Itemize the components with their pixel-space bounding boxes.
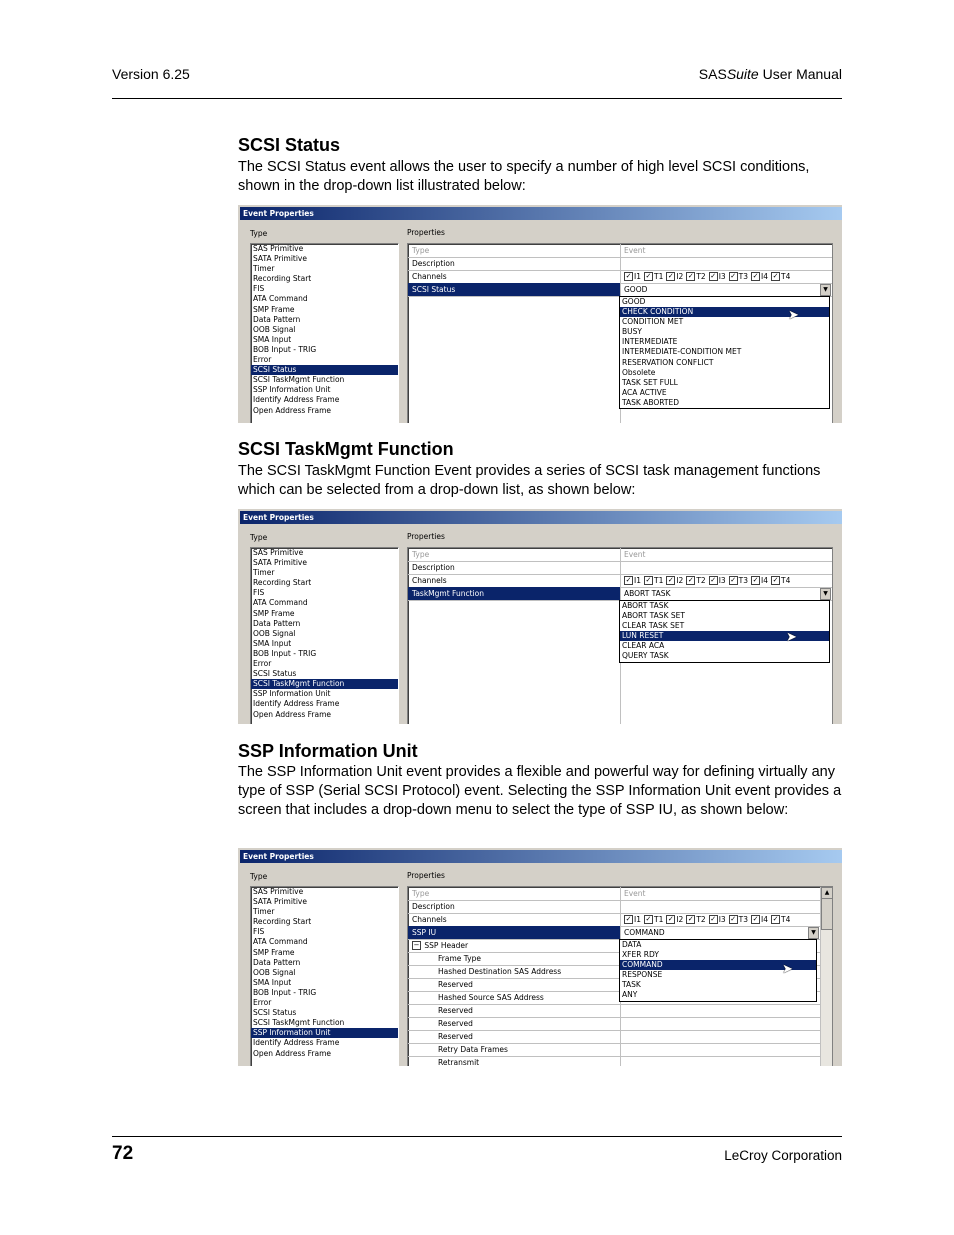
col-event: Event <box>620 244 832 257</box>
channel-checkbox[interactable] <box>686 272 705 281</box>
type-list[interactable] <box>250 243 399 423</box>
channel-checkbox[interactable] <box>644 576 663 585</box>
type-list-item[interactable]: ATA Command <box>253 598 308 608</box>
type-list-item[interactable]: FIS <box>253 284 265 294</box>
channel-checkbox[interactable] <box>686 915 705 924</box>
properties-label: Properties <box>407 228 445 237</box>
channel-checkbox[interactable] <box>729 272 748 281</box>
section-title-ssp-iu: SSP Information Unit <box>238 741 418 761</box>
type-list-item[interactable]: SCSI Status <box>251 365 398 375</box>
type-list-item[interactable]: SSP Information Unit <box>253 385 331 395</box>
channels-checkboxes[interactable] <box>620 913 832 926</box>
type-list-item[interactable]: SCSI TaskMgmt Function <box>253 1018 345 1028</box>
type-list-item[interactable]: Identify Address Frame <box>253 1038 340 1048</box>
tree-row-label: Retransmit <box>438 1058 480 1066</box>
channel-checkbox[interactable] <box>771 915 790 924</box>
manual-italic: Suite <box>726 66 759 82</box>
channel-label: T3 <box>738 576 749 585</box>
checkmark-icon: ✓ <box>730 914 737 923</box>
type-list-item[interactable]: SMP Frame <box>253 947 295 957</box>
type-list-item[interactable]: SCSI TaskMgmt Function <box>251 679 398 689</box>
row-channels-label: Channels <box>412 576 447 585</box>
dropdown-value: ABORT TASK <box>624 589 671 598</box>
checkmark-icon: ✓ <box>645 271 652 280</box>
type-list-item[interactable]: Timer <box>253 264 275 274</box>
checkmark-icon: ✓ <box>772 914 779 923</box>
prop-key: TaskMgmt Function <box>408 587 620 600</box>
mouse-pointer-icon: ➤ <box>788 308 799 323</box>
row-description[interactable] <box>408 900 832 914</box>
type-list-item[interactable]: Error <box>253 998 272 1008</box>
checkmark-icon: ✓ <box>772 575 779 584</box>
channel-checkbox[interactable] <box>624 915 641 924</box>
row-channels-label: Channels <box>412 272 447 281</box>
type-list-item[interactable]: SMA Input <box>253 638 292 648</box>
channel-label: T3 <box>738 915 749 924</box>
channel-checkbox[interactable] <box>644 915 663 924</box>
type-list-item[interactable]: BOB Input - TRIG <box>253 987 317 997</box>
event-dropdown[interactable] <box>620 587 832 600</box>
type-label: Type <box>250 533 268 542</box>
properties-label: Properties <box>407 871 445 880</box>
dropdown-option[interactable]: Obsolete <box>622 367 656 377</box>
row-selected-event[interactable] <box>408 283 832 297</box>
type-list-item[interactable]: Recording Start <box>253 578 312 588</box>
type-list-item[interactable]: ATA Command <box>253 937 308 947</box>
channel-label: I4 <box>761 272 769 281</box>
type-list-item[interactable]: SMA Input <box>253 977 292 987</box>
mouse-pointer-icon: ➤ <box>782 962 793 977</box>
col-type: Type <box>412 246 430 255</box>
scroll-thumb[interactable] <box>821 898 833 930</box>
section-title-taskmgmt: SCSI TaskMgmt Function <box>238 439 454 459</box>
event-properties-screenshot-3 <box>238 848 842 1066</box>
type-list-item[interactable]: Timer <box>253 568 275 578</box>
dropdown-option[interactable]: BUSY <box>622 327 642 337</box>
scroll-up-icon[interactable]: ▲ <box>821 887 833 899</box>
row-selected-event[interactable] <box>408 926 832 940</box>
row-description-label: Description <box>412 563 455 572</box>
channel-label: T1 <box>653 272 664 281</box>
header-manual-title <box>699 66 842 82</box>
type-list-item[interactable]: SCSI Status <box>253 1008 297 1018</box>
channel-checkbox[interactable] <box>666 915 683 924</box>
row-description-value[interactable] <box>620 257 832 270</box>
channel-label: I2 <box>676 915 684 924</box>
dropdown-option[interactable]: RESERVATION CONFLICT <box>622 357 714 367</box>
channel-checkbox[interactable] <box>709 272 726 281</box>
header-rule <box>112 98 842 99</box>
checkmark-icon: ✓ <box>645 575 652 584</box>
channel-checkbox[interactable] <box>666 576 683 585</box>
tree-row-label: Hashed Source SAS Address <box>438 993 544 1002</box>
row-description[interactable] <box>408 257 832 271</box>
dialog-titlebar: Event Properties <box>240 511 842 524</box>
tree-row-label: Reserved <box>438 1032 473 1041</box>
type-list-item[interactable]: Error <box>253 355 272 365</box>
tree-row-value[interactable] <box>620 1030 820 1043</box>
channel-label: I3 <box>718 915 726 924</box>
type-list-item[interactable]: SATA Primitive <box>253 897 307 907</box>
type-list-item[interactable]: BOB Input - TRIG <box>253 344 317 354</box>
tree-header[interactable] <box>412 939 618 952</box>
type-list-item[interactable]: Data Pattern <box>253 957 301 967</box>
dropdown-option[interactable]: CLEAR TASK SET <box>622 621 685 631</box>
checkmark-icon: ✓ <box>687 271 694 280</box>
type-list-item[interactable]: SAS Primitive <box>253 548 304 557</box>
checkmark-icon: ✓ <box>752 575 759 584</box>
row-description-label: Description <box>412 902 455 911</box>
dialog-titlebar: Event Properties <box>240 850 842 863</box>
footer-rule <box>112 1136 842 1137</box>
type-list-item[interactable]: SCSI TaskMgmt Function <box>253 375 345 385</box>
dropdown-list[interactable] <box>619 600 830 663</box>
type-list-item[interactable]: Open Address Frame <box>253 709 332 719</box>
channel-label: I1 <box>634 272 641 281</box>
channel-label: T2 <box>696 915 706 924</box>
tree-row-label: Hashed Destination SAS Address <box>438 967 562 976</box>
checkmark-icon: ✓ <box>710 914 717 923</box>
row-channels[interactable] <box>408 574 832 588</box>
page-number: 72 <box>112 1143 134 1164</box>
channel-checkbox[interactable] <box>729 915 748 924</box>
tree-row[interactable] <box>408 1030 832 1044</box>
tree-row[interactable] <box>408 1056 832 1066</box>
type-list-item[interactable]: Open Address Frame <box>253 1048 332 1058</box>
dropdown-value: COMMAND <box>624 928 665 937</box>
channel-label: I1 <box>634 915 641 924</box>
channel-label: I1 <box>634 576 641 585</box>
type-list-item[interactable]: SATA Primitive <box>253 254 307 264</box>
channel-label: T4 <box>781 915 791 924</box>
channel-label: I2 <box>676 576 684 585</box>
type-list-item[interactable]: FIS <box>253 927 265 937</box>
channels-checkboxes[interactable] <box>620 270 832 283</box>
type-list-item[interactable]: Error <box>253 659 272 669</box>
channel-checkbox[interactable] <box>624 576 641 585</box>
dropdown-option[interactable]: ACA ACTIVE <box>622 387 667 397</box>
dropdown-arrow-icon[interactable]: ▼ <box>820 588 831 600</box>
dropdown-option[interactable]: GOOD <box>622 297 646 306</box>
type-list-item[interactable]: Identify Address Frame <box>253 699 340 709</box>
type-list-item[interactable]: SSP Information Unit <box>251 1028 398 1038</box>
dropdown-option[interactable]: CHECK CONDITION <box>620 307 829 317</box>
channel-checkbox[interactable] <box>709 915 726 924</box>
checkmark-icon: ✓ <box>667 914 674 923</box>
tree-row-label: Reserved <box>438 1006 473 1015</box>
checkmark-icon: ✓ <box>645 914 652 923</box>
dropdown-value: GOOD <box>624 285 648 294</box>
tree-row-value[interactable] <box>620 1056 820 1066</box>
channel-checkbox[interactable] <box>666 272 683 281</box>
type-list-item[interactable]: OOB Signal <box>253 324 296 334</box>
dropdown-arrow-icon[interactable]: ▼ <box>808 927 819 939</box>
dropdown-option[interactable]: ABORT TASK SET <box>622 611 685 621</box>
prop-key: SSP IU <box>408 926 620 939</box>
checkmark-icon: ✓ <box>687 914 694 923</box>
channel-label: I2 <box>676 272 684 281</box>
col-event: Event <box>620 548 832 561</box>
section-paragraph-scsi-status: The SCSI Status event allows the user to specify a number of high level SCSI conditions, shown in the drop-down list illustrated below: <box>238 159 810 194</box>
channel-label: T4 <box>781 576 791 585</box>
type-list-item[interactable]: Recording Start <box>253 917 312 927</box>
mouse-pointer-icon: ➤ <box>786 630 797 645</box>
tree-row[interactable] <box>408 1017 832 1031</box>
type-list-item[interactable]: OOB Signal <box>253 628 296 638</box>
dropdown-option[interactable]: LUN RESET <box>620 631 829 641</box>
dropdown-arrow-icon[interactable]: ▼ <box>820 284 831 296</box>
dropdown-option[interactable]: QUERY TASK <box>622 651 669 661</box>
tree-row-value[interactable] <box>620 1017 820 1030</box>
dropdown-option[interactable]: XFER RDY <box>622 950 659 960</box>
col-event: Event <box>620 887 832 900</box>
tree-row-value[interactable] <box>620 1004 820 1017</box>
checkmark-icon: ✓ <box>730 271 737 280</box>
row-description-value[interactable] <box>620 900 832 913</box>
checkmark-icon: ✓ <box>772 271 779 280</box>
dropdown-option[interactable]: TASK SET FULL <box>622 377 678 387</box>
type-list-item[interactable]: Data Pattern <box>253 314 301 324</box>
type-list-item[interactable]: SSP Information Unit <box>253 689 331 699</box>
checkmark-icon: ✓ <box>710 575 717 584</box>
channel-label: T1 <box>653 915 664 924</box>
tree-row-value[interactable] <box>620 1043 820 1056</box>
header-version: Version 6.25 <box>112 66 190 82</box>
channel-checkbox[interactable] <box>644 272 663 281</box>
type-list-item[interactable]: SMP Frame <box>253 608 295 618</box>
tree-row[interactable] <box>408 1043 832 1057</box>
type-list-item[interactable]: SMA Input <box>253 334 292 344</box>
dropdown-option[interactable]: TASK <box>622 980 641 990</box>
row-description[interactable] <box>408 561 832 575</box>
type-list-item[interactable]: SAS Primitive <box>253 244 304 253</box>
checkmark-icon: ✓ <box>625 575 632 584</box>
dropdown-option[interactable]: TASK ABORTED <box>622 397 680 407</box>
tree-header-label: SSP Header <box>424 941 469 950</box>
channel-label: I4 <box>761 915 769 924</box>
channel-label: T1 <box>653 576 664 585</box>
type-label: Type <box>250 229 268 238</box>
tree-row-label: Retry Data Frames <box>438 1045 508 1054</box>
row-channels-label: Channels <box>412 915 447 924</box>
channels-checkboxes[interactable] <box>620 574 832 587</box>
checkmark-icon: ✓ <box>730 575 737 584</box>
dropdown-option[interactable]: DATA <box>622 940 642 949</box>
prop-key: SCSI Status <box>408 283 620 296</box>
properties-label: Properties <box>407 532 445 541</box>
type-list-item[interactable]: Data Pattern <box>253 618 301 628</box>
checkmark-icon: ✓ <box>687 575 694 584</box>
channel-checkbox[interactable] <box>729 576 748 585</box>
checkmark-icon: ✓ <box>752 914 759 923</box>
checkmark-icon: ✓ <box>625 914 632 923</box>
grid-header-row <box>408 244 832 258</box>
channel-checkbox[interactable] <box>751 915 768 924</box>
channel-label: T4 <box>781 272 791 281</box>
dropdown-option[interactable]: INTERMEDIATE <box>622 337 678 347</box>
type-list-item[interactable]: Recording Start <box>253 274 312 284</box>
channel-checkbox[interactable] <box>751 272 768 281</box>
tree-row-label: Reserved <box>438 1019 473 1028</box>
type-label: Type <box>250 872 268 881</box>
event-dropdown[interactable] <box>620 283 832 296</box>
row-description-value[interactable] <box>620 561 832 574</box>
type-list-item[interactable]: OOB Signal <box>253 967 296 977</box>
channel-label: I3 <box>718 576 726 585</box>
type-list-item[interactable]: FIS <box>253 588 265 598</box>
channel-checkbox[interactable] <box>771 576 790 585</box>
type-list[interactable] <box>250 886 399 1066</box>
tree-row-label: Frame Type <box>438 954 481 963</box>
channel-checkbox[interactable] <box>771 272 790 281</box>
col-type: Type <box>412 550 430 559</box>
section-paragraph-ssp-iu: The SSP Information Unit event provides a flexible and powerful way for defining virtually any type of SSP (Serial SCSI Protocol) event. Selecting the SSP Information Unit event provides a screen that includes a drop-down menu to select the type of SSP IU, as shown below: <box>238 764 842 818</box>
section-paragraph-taskmgmt: The SCSI TaskMgmt Function Event provides a series of SCSI task management functions which can be selected from a drop-down list, as shown below: <box>238 463 821 498</box>
event-properties-screenshot-2 <box>238 509 842 724</box>
grid-header-row <box>408 887 832 901</box>
type-list-item[interactable]: Identify Address Frame <box>253 395 340 405</box>
event-properties-screenshot-1 <box>238 205 842 423</box>
dropdown-option[interactable]: INTERMEDIATE-CONDITION MET <box>622 347 742 357</box>
checkmark-icon: ✓ <box>752 271 759 280</box>
dialog-titlebar: Event Properties <box>240 207 842 220</box>
type-list-item[interactable]: SMP Frame <box>253 304 295 314</box>
checkmark-icon: ✓ <box>667 271 674 280</box>
type-list-item[interactable]: Timer <box>253 907 275 917</box>
col-type: Type <box>412 889 430 898</box>
dropdown-option[interactable]: COMMAND <box>620 960 816 970</box>
row-selected-event[interactable] <box>408 587 832 601</box>
type-list-item[interactable]: SCSI Status <box>253 669 297 679</box>
type-list-item[interactable]: ATA Command <box>253 294 308 304</box>
channel-label: T2 <box>696 272 706 281</box>
dropdown-option[interactable]: RESPONSE <box>622 970 663 980</box>
type-list-item[interactable]: SATA Primitive <box>253 558 307 568</box>
tree-row[interactable] <box>408 1004 832 1018</box>
channel-checkbox[interactable] <box>624 272 641 281</box>
footer-company: LeCroy Corporation <box>724 1148 842 1163</box>
channel-label: I3 <box>718 272 726 281</box>
row-channels[interactable] <box>408 913 832 927</box>
channel-checkbox[interactable] <box>751 576 768 585</box>
row-channels[interactable] <box>408 270 832 284</box>
channel-checkbox[interactable] <box>686 576 705 585</box>
channel-checkbox[interactable] <box>709 576 726 585</box>
type-list-item[interactable]: BOB Input - TRIG <box>253 648 317 658</box>
channel-label: T2 <box>696 576 706 585</box>
checkmark-icon: ✓ <box>667 575 674 584</box>
collapse-icon[interactable]: − <box>413 940 420 949</box>
grid-header-row <box>408 548 832 562</box>
dropdown-option[interactable]: CLEAR ACA <box>622 641 665 651</box>
type-list-item[interactable]: Open Address Frame <box>253 405 332 415</box>
event-dropdown[interactable] <box>620 926 820 939</box>
type-list[interactable] <box>250 547 399 724</box>
row-description-label: Description <box>412 259 455 268</box>
manual-suffix: User Manual <box>758 66 842 82</box>
dropdown-option[interactable]: ABORT TASK <box>622 601 669 610</box>
section-title-scsi-status: SCSI Status <box>238 135 341 155</box>
channel-label: I4 <box>761 576 769 585</box>
tree-row-label: Reserved <box>438 980 473 989</box>
type-list-item[interactable]: SAS Primitive <box>253 887 304 896</box>
checkmark-icon: ✓ <box>710 271 717 280</box>
dropdown-option[interactable]: ANY <box>622 990 638 1000</box>
checkmark-icon: ✓ <box>625 271 632 280</box>
manual-prefix: SAS <box>698 66 727 82</box>
dropdown-option[interactable]: CONDITION MET <box>622 317 684 327</box>
channel-label: T3 <box>738 272 749 281</box>
vertical-scrollbar[interactable] <box>820 887 832 1066</box>
